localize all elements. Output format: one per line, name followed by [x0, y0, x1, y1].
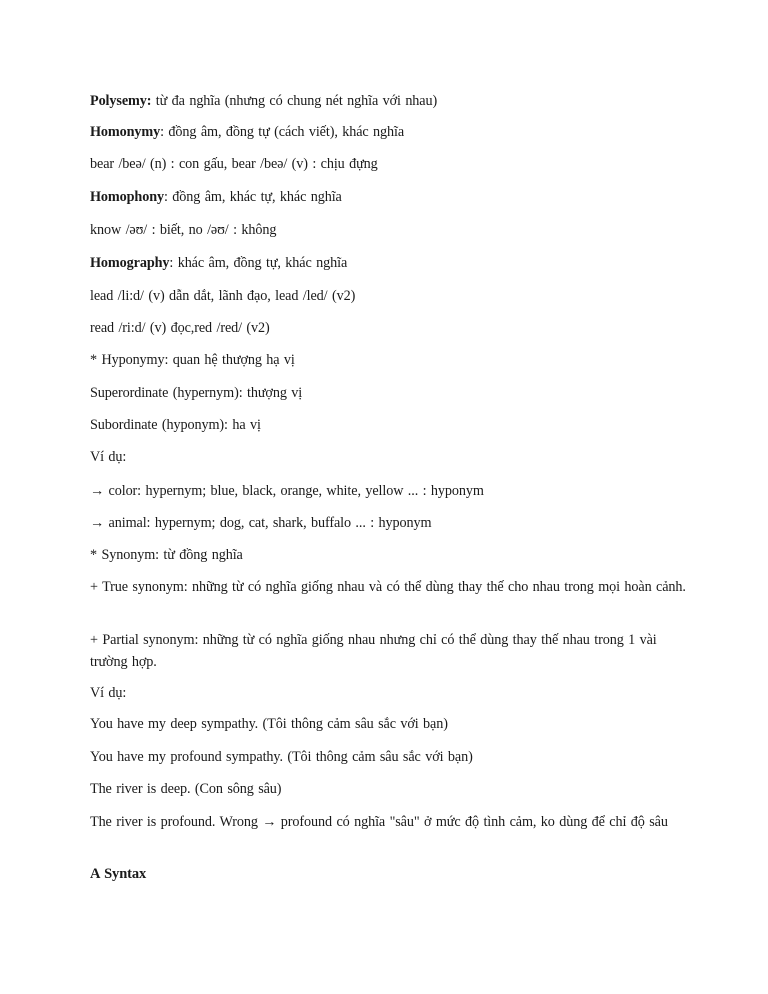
- homophony-definition: [90, 186, 690, 208]
- homonymy-meaning: : đồng âm, đồng tự (cách viết), khác nghĩa: [160, 124, 405, 140]
- homography-example-lead: lead /li:d/ (v) dẫn dắt, lãnh đạo, lead /led/ (v2): [90, 288, 356, 304]
- homonymy-term: Homonymy: [90, 124, 161, 140]
- homography-example-read: read /ri:d/ (v) đọc,red /red/ (v2): [90, 320, 270, 336]
- true-synonym-definition: + True synonym: những từ có nghĩa giống nhau và có thể dùng thay thế cho nhau trong mọi hoàn cảnh.: [90, 579, 686, 595]
- homography-meaning: : khác âm, đồng tự, khác nghĩa: [169, 255, 348, 271]
- hyponym-example-animal: → animal: hypernym; dog, cat, shark, buffalo ... : hyponym: [90, 515, 432, 531]
- river-profound-example: The river is profound. Wrong → profound có nghĩa "sâu" ở mức độ tình cảm, ko dùng để chỉ độ sâu: [90, 814, 668, 830]
- syntax-section-heading: A Syntax: [90, 866, 147, 882]
- homonymy-definition: [90, 121, 690, 143]
- homonymy-example: bear /beə/ (n) : con gấu, bear /beə/ (v) : chịu đựng: [90, 156, 378, 172]
- hyponymy-heading: * Hyponymy: quan hệ thượng hạ vị: [90, 352, 295, 368]
- homophony-term: Homophony: [90, 189, 165, 205]
- polysemy-definition: [90, 90, 690, 112]
- homophony-meaning: : đồng âm, khác tự, khác nghĩa: [164, 189, 342, 205]
- partial-synonym-definition: + Partial synonym: những từ có nghĩa giống nhau nhưng chỉ có thể dùng thay thế nhau trong 1 vài trường hợp.: [90, 632, 657, 670]
- synonym-example-deep: You have my deep sympathy. (Tôi thông cảm sâu sắc với bạn): [90, 716, 448, 732]
- example-label-1: Ví dụ:: [90, 449, 127, 465]
- synonym-example-profound: You have my profound sympathy. (Tôi thông cảm sâu sắc với bạn): [90, 749, 473, 765]
- river-deep-example: The river is deep. (Con sông sâu): [90, 781, 282, 797]
- synonym-heading: * Synonym: từ đồng nghĩa: [90, 547, 243, 563]
- hyponym-example-color: → color: hypernym; blue, black, orange, white, yellow ... : hyponym: [90, 483, 484, 499]
- homography-definition: [90, 252, 690, 274]
- polysemy-term: Polysemy:: [90, 93, 152, 109]
- homophony-example: know /əʊ/ : biết, no /əʊ/ : không: [90, 222, 277, 238]
- subordinate-definition: Subordinate (hyponym): ha vị: [90, 417, 261, 433]
- homography-term: Homography: [90, 255, 170, 271]
- polysemy-meaning: từ đa nghĩa (nhưng có chung nét nghĩa với nhau): [151, 93, 438, 109]
- example-label-2: Ví dụ:: [90, 685, 127, 701]
- superordinate-definition: Superordinate (hypernym): thượng vị: [90, 385, 303, 401]
